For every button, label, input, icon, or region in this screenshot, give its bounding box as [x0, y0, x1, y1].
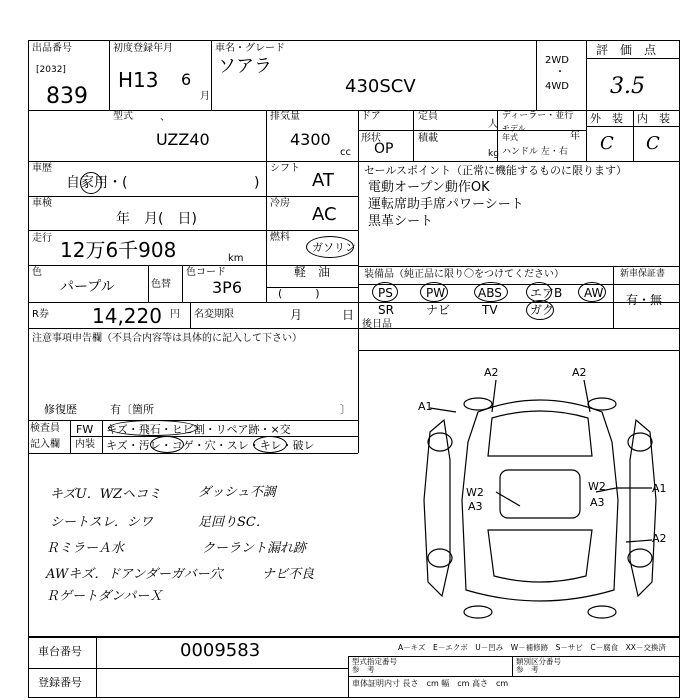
equip-tv: TV	[482, 303, 498, 317]
fuel-diesel: 軽 油	[294, 265, 331, 279]
history-circle	[80, 172, 102, 194]
equip-airbag-circle	[526, 282, 552, 302]
int-dirt-circle	[150, 436, 184, 453]
drive-4wd: 4WD	[545, 81, 569, 92]
lot-label: 出品番号	[32, 43, 72, 54]
displacement-value: 4300	[290, 130, 331, 149]
mileage-value: 12万6千908	[60, 238, 177, 262]
interior-grade: C	[646, 133, 660, 154]
dealer-label: ディーラー・並行	[502, 111, 574, 121]
mark-w2-right: W2	[588, 480, 606, 493]
load-label: 積載	[418, 133, 438, 144]
car-grade: 430SCV	[345, 76, 416, 97]
car-name-label: 車名・グレード	[215, 43, 285, 54]
tax-expiry-day: 日	[342, 308, 355, 322]
chassis-label: 車台番号	[38, 645, 82, 658]
year-unit: 年	[570, 131, 580, 142]
hand-note-3: ＲミラーＡ水	[46, 541, 125, 556]
mark-a3-left: A3	[468, 500, 483, 513]
mark-a1-right: A1	[652, 482, 667, 495]
int-label: 内装	[75, 439, 95, 450]
history-value: 自家用・(	[66, 175, 128, 191]
ac-label: 冷房	[270, 198, 290, 209]
hand-note-r3: クーラント漏れ跡	[202, 541, 307, 556]
history-label: 車歴	[32, 163, 52, 174]
equip-aw-circle	[578, 282, 606, 302]
month-unit: 月	[200, 91, 210, 102]
equip-abs-circle	[474, 282, 508, 302]
inspection-label: 車検	[32, 198, 52, 209]
door-label: ドア	[361, 111, 381, 122]
inspection-value: 年 月( 日)	[116, 211, 197, 227]
mileage-label: 走行	[32, 233, 52, 244]
tax-expiry-label: 名変期限	[194, 309, 234, 320]
hand-note-4: AWキズ．ドアンダーガバー穴	[46, 567, 223, 582]
chassis-value: 0009583	[180, 640, 261, 661]
int-wear-circle	[253, 436, 287, 453]
color-special-label: 色替	[151, 279, 171, 290]
capacity-label: 定員	[418, 111, 438, 122]
equip-sr: SR	[378, 303, 394, 317]
first-reg-label: 初度登録年月	[113, 43, 173, 54]
model-mark: 、	[160, 112, 170, 123]
hand-note-2: シートスレ．シワ	[50, 515, 153, 530]
mark-a1-left: A1	[418, 400, 433, 413]
entry-label: 記入欄	[30, 439, 60, 450]
registration-label: 登録番号	[38, 676, 82, 689]
equip-navi: ナビ	[426, 303, 451, 317]
mark-a3-right: A3	[590, 496, 605, 509]
reg-month: 6	[181, 70, 192, 89]
caution-label: 注意事項申告欄（不具合内容等は具体的に記入して下さい）	[32, 333, 302, 344]
fw-items: キズ・飛石・ヒビ割・リペア跡・×交	[106, 423, 291, 436]
history-close: )	[254, 175, 260, 191]
form-header-block	[28, 40, 680, 162]
fw-label: FW	[76, 423, 94, 436]
sales-point-2: 運転席助手席パワーシート	[368, 197, 524, 212]
drive-dot: ・	[555, 67, 565, 78]
mark-a2-left: A2	[484, 366, 499, 379]
sales-point-3: 黒革シート	[368, 214, 434, 229]
eval-label: 評 価 点	[596, 43, 657, 57]
model-value: UZZ40	[156, 130, 210, 149]
int-items: キズ・汚レ・コゲ・穴・スレ・キレ・破レ	[106, 439, 315, 452]
shift-label: シフト	[270, 163, 300, 174]
fuel-gasoline: ガソリン	[312, 241, 356, 254]
equip-abs: ABS	[478, 286, 502, 300]
exterior-grade: C	[600, 133, 614, 154]
warranty-label: 新車保証書	[620, 269, 666, 279]
equip-ps-circle	[372, 282, 398, 302]
lot-sub: [2032]	[36, 65, 66, 75]
cc-unit: cc	[340, 147, 351, 158]
drive-2wd: 2WD	[545, 55, 569, 66]
footer-ref-2: 類別区分番号 参 考	[516, 657, 561, 674]
lot-number: 839	[46, 84, 88, 109]
fw-scratch-circle	[108, 420, 198, 436]
warranty-value: 有・無	[626, 293, 663, 307]
displacement-label: 排気量	[270, 111, 300, 122]
shape-label: 形状	[361, 133, 381, 144]
tax-label: R券	[32, 309, 49, 320]
equip-airbag: エアB	[530, 286, 563, 300]
equip-ps: PS	[378, 286, 393, 300]
interior-label: 内 装	[637, 112, 670, 125]
km-unit: km	[228, 253, 244, 264]
repair-value: 有〔箇所	[110, 403, 154, 416]
person-unit: 人	[488, 119, 498, 130]
color-label: 色	[32, 267, 42, 278]
mark-a2-bottom: A2	[652, 532, 667, 545]
tax-unit: 円	[170, 309, 180, 320]
inspector-label: 検査員	[30, 423, 60, 434]
hand-note-r1: ダッシュ不調	[198, 485, 276, 500]
ac-value: AC	[312, 204, 337, 225]
equipment-label: 装備品（純正品に限り〇をつけてください）	[364, 269, 564, 280]
mark-a2-right: A2	[572, 366, 587, 379]
repair-close: 〕	[340, 403, 351, 416]
equip-gak-circle	[526, 300, 554, 320]
mark-w2-left: W2	[466, 486, 484, 499]
color-code-value: 3P6	[212, 278, 243, 297]
hand-note-5: ＲゲートダンパーＸ	[46, 589, 163, 604]
fuel-paren: ( )	[278, 287, 320, 300]
exterior-label: 外 装	[590, 112, 623, 125]
fuel-circle	[306, 236, 354, 258]
fuel-label: 燃料	[270, 232, 290, 243]
footer-ref-3: 車体証明内寸 長さ cm 幅 cm 高さ cm	[352, 679, 509, 688]
equip-aw: AW	[584, 286, 604, 300]
eval-score: 3.5	[610, 74, 645, 99]
sales-point-1: 電動オープン動作OK	[368, 180, 490, 195]
hand-note-1: キズU．WZヘコミ	[50, 487, 162, 502]
equip-pw-circle	[420, 282, 448, 302]
model-label: 型式	[113, 111, 133, 122]
footer-ref-1: 型式指定番号 参 考	[352, 657, 397, 674]
repair-label: 修復歴	[44, 403, 77, 416]
equip-pw: PW	[426, 286, 446, 300]
damage-legend: A－キズ E－エクボ U－凹み W－補修跡 S－サビ C－腐食 XX－交換済	[398, 643, 666, 652]
color-value: パープル	[60, 279, 115, 295]
car-damage-diagram	[400, 360, 680, 630]
car-name: ソアラ	[218, 56, 272, 77]
era-year: H13	[118, 68, 159, 92]
equip-gak: ガク	[530, 303, 555, 317]
tax-expiry-month: 月	[290, 308, 303, 322]
hand-note-r4: ナビ不良	[262, 567, 315, 582]
color-code-label: 色コード	[186, 267, 226, 278]
shift-value: AT	[312, 170, 334, 191]
hand-note-r2: 足回りSC．	[198, 515, 269, 530]
shape-value: OP	[374, 141, 394, 157]
kg-unit: kg	[488, 149, 499, 159]
sales-label: セールスポイント（正常に機能するものに限ります）	[364, 164, 628, 177]
after-day-label: 後日品	[362, 319, 392, 330]
handle-label: ハンドル 左・右	[502, 147, 568, 157]
model-year-label: モデル 年式	[502, 124, 526, 142]
tax-value: 14,220	[92, 304, 162, 328]
